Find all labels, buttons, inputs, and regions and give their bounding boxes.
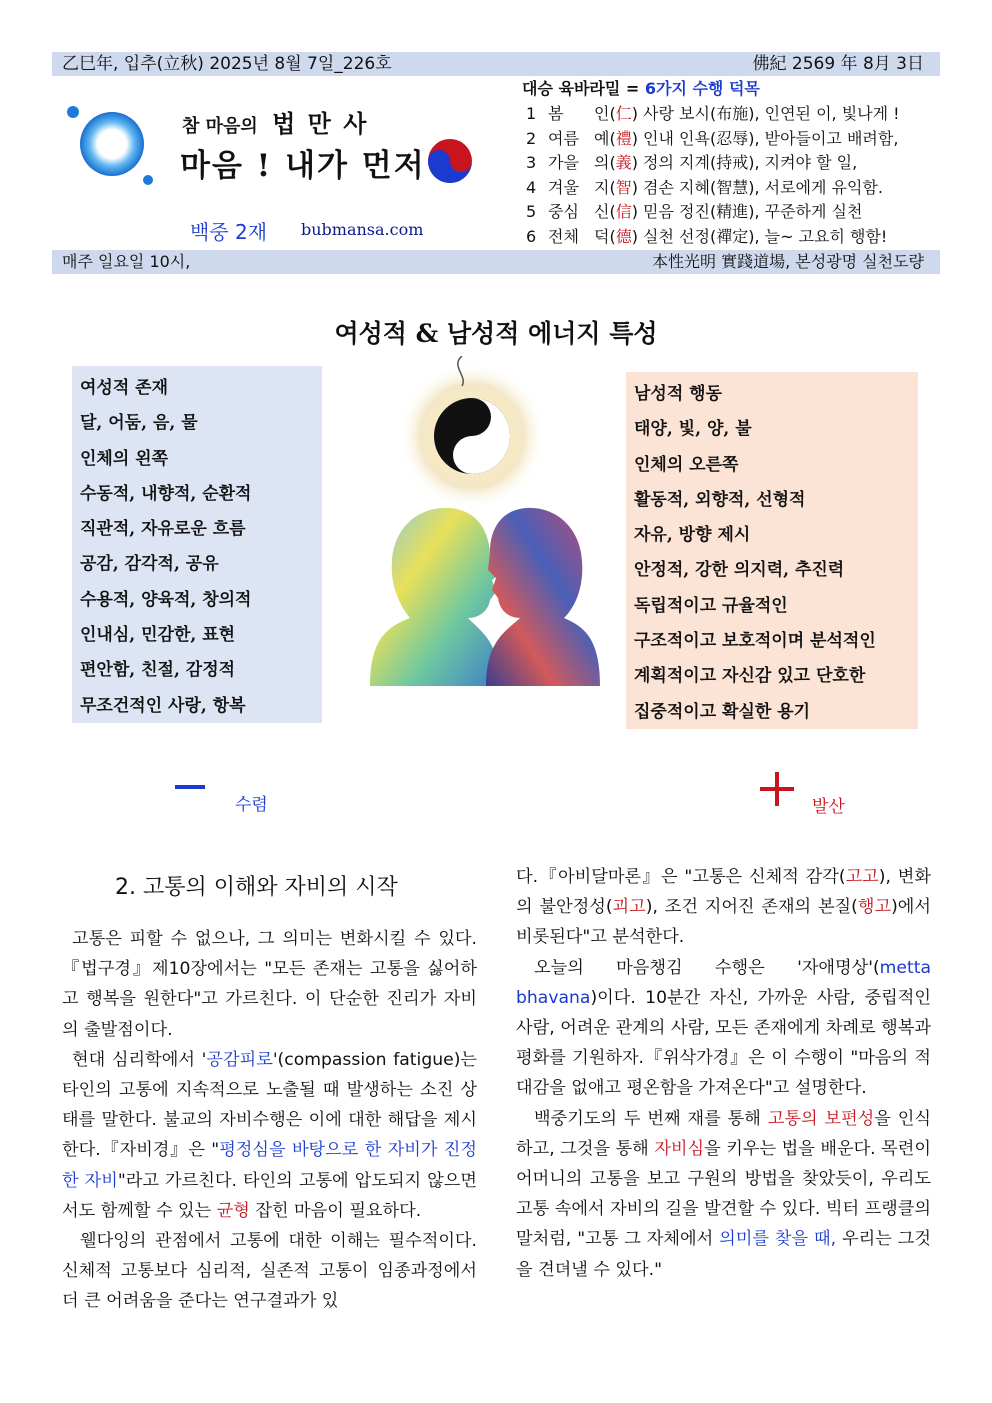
article-right-column (516, 862, 931, 1285)
paramita-item: 4 겨울 지(智) 겸손 지혜(智慧), 서로에게 유익함. (526, 177, 883, 197)
six-paramitas (520, 78, 940, 249)
masculine-trait: 안정적, 강한 의지력, 추진력 (634, 560, 845, 581)
feminine-trait: 여성적 존재 (80, 378, 169, 398)
masculine-trait: 계획적이고 자신감 있고 단호한 (634, 666, 866, 687)
masculine-trait: 자유, 방향 제시 (634, 525, 751, 546)
feminine-trait: 수동적, 내향적, 순환적 (80, 483, 252, 504)
masculine-trait: 구조적이고 보호적이며 분석적인 (634, 631, 876, 652)
feminine-trait: 달, 어둠, 음, 물 (80, 413, 198, 434)
feminine-trait: 인내심, 민감한, 표현 (80, 625, 236, 646)
buddhist-date: 佛紀 2569 年 8月 3日 (752, 54, 924, 74)
masculine-trait: 인체의 오른쪽 (634, 454, 739, 475)
subtitle-baekjung: 백중 2재 (190, 220, 268, 244)
issue-date: 乙巳年, 입추(立秋) 2025년 8월 7일_226호 (62, 54, 392, 74)
paramita-item: 5 중심 신(信) 믿음 정진(精進), 꾸준하게 실천 (526, 202, 863, 221)
website-link[interactable]: bubmansa.com (301, 220, 424, 239)
taegeuk-icon (426, 137, 474, 185)
paramita-item: 3 가을 의(義) 정의 지계(持戒), 지켜야 할 일, (526, 153, 858, 172)
temple-logo (62, 98, 154, 188)
plus-icon (760, 772, 794, 806)
paragraph: 현대 심리학에서 '공감피로'(compassion fatigue)는 타인의 고통에 지속적으로 노출될 때 발생하는 소진 상태를 말한다. 불교의 자비수행은 이에 대한 해답을 제시한다.『자비경』은 "평정심을 바탕으로 한 자비가 진정한 자비"라고 가르친다. 타인의 고통에 압도되지 않으면서도 함께할 수 있는 균형 잡힌 마음이 필요하다. (62, 1049, 478, 1221)
minus-icon (175, 785, 205, 789)
article-left-column (62, 924, 477, 1317)
paramita-item: 6 전체 덕(德) 실천 선정(禪定), 늘~ 고요히 행함! (526, 226, 888, 246)
feminine-trait: 편안함, 친절, 감정적 (80, 660, 236, 681)
temple-name: 법 만 사 (272, 109, 369, 138)
paragraph: 웰다잉의 관점에서 고통에 대한 이해는 필수적이다. 신체적 고통보다 심리적, 실존적 고통이 임종과정에서 더 큰 어려움을 준다는 연구결과가 있 (62, 1231, 477, 1312)
feminine-panel (72, 366, 322, 723)
paragraph: 백중기도의 두 번째 재를 통해 고통의 보편성을 인식하고, 그것을 통해 자비심을 키우는 법을 배운다. 목련이 어머니의 고통을 보고 구원의 방법을 찾았듯이, 우리도 고통 속에서 자비의 길을 발견할 수 있다. 빅터 프랭클의 말처럼, "고통 그 자체에서 의미를 찾을 때, 우리는 그것을 견뎌낼 수 있다." (516, 1108, 931, 1280)
feminine-trait: 인체의 왼쪽 (80, 448, 169, 469)
schedule: 매주 일요일 10시, (62, 252, 191, 271)
feature-title: 여성적 & 남성적 에너지 특성 (334, 319, 658, 348)
masculine-panel (626, 372, 918, 729)
minus-label: 수렴 (235, 795, 268, 815)
paragraph: 오늘의 마음챙김 수행은 '자애명상'(metta bhavana)이다. 10분간 자신, 가까운 사람, 중립적인 사람, 어려운 관계의 사람, 모든 존재에게 차례로 행복과 평화를 기원하자.『위삭가경』은 이 수행이 "마음의 적대감을 없애고 평온함을 가져온다"고 설명한다. (516, 957, 931, 1099)
paramita-item: 2 여름 예(禮) 인내 인욕(忍辱), 받아들이고 배려함, (526, 128, 899, 148)
plus-label: 발산 (812, 797, 845, 817)
paramita-item: 1 봄 인(仁) 사랑 보시(布施), 인연된 이, 빛나게 ! (526, 104, 900, 123)
slogan: 마음 ! 내가 먼저 (180, 148, 426, 184)
six-paramitas-title: 대승 육바라밀 = 6가지 수행 덕목 (522, 79, 760, 98)
paragraph: 고통은 피할 수 없으나, 그 의미는 변화시킬 수 있다.『법구경』제10장에서는 "모든 존재는 고통을 싫어하고 행복을 원한다"고 가르친다. 이 단순한 진리가 자비의 출발점이다. (62, 929, 477, 1040)
masculine-trait: 활동적, 외향적, 선형적 (634, 489, 806, 510)
temple-tagline: 참 마음의 법 만 사 (182, 109, 369, 138)
article-heading: 2. 고통의 이해와 자비의 시작 (115, 875, 398, 900)
feminine-trait: 직관적, 자유로운 흐름 (80, 519, 246, 540)
masculine-trait: 집중적이고 확실한 용기 (634, 701, 811, 722)
top-info-bar (52, 52, 940, 76)
paragraph: 다.『아비달마론』은 "고통은 신체적 감각(고고), 변화의 불안정성(괴고), 조건 지어진 존재의 본질(행고)에서 비롯된다"고 분석한다. (516, 867, 932, 948)
masculine-trait: 태양, 빛, 양, 불 (634, 419, 752, 440)
masculine-trait: 남성적 행동 (634, 384, 723, 404)
feminine-trait: 수용적, 양육적, 창의적 (80, 589, 252, 610)
masculine-trait: 독립적이고 규율적인 (634, 595, 788, 616)
yin-yang-heads-illustration (350, 356, 610, 696)
feminine-trait: 무조건적인 사랑, 항복 (80, 695, 246, 716)
feminine-trait: 공감, 감각적, 공유 (80, 554, 219, 575)
motto: 本性光明 實踐道場, 본성광명 실천도량 (652, 252, 924, 271)
schedule-bar (52, 250, 940, 274)
